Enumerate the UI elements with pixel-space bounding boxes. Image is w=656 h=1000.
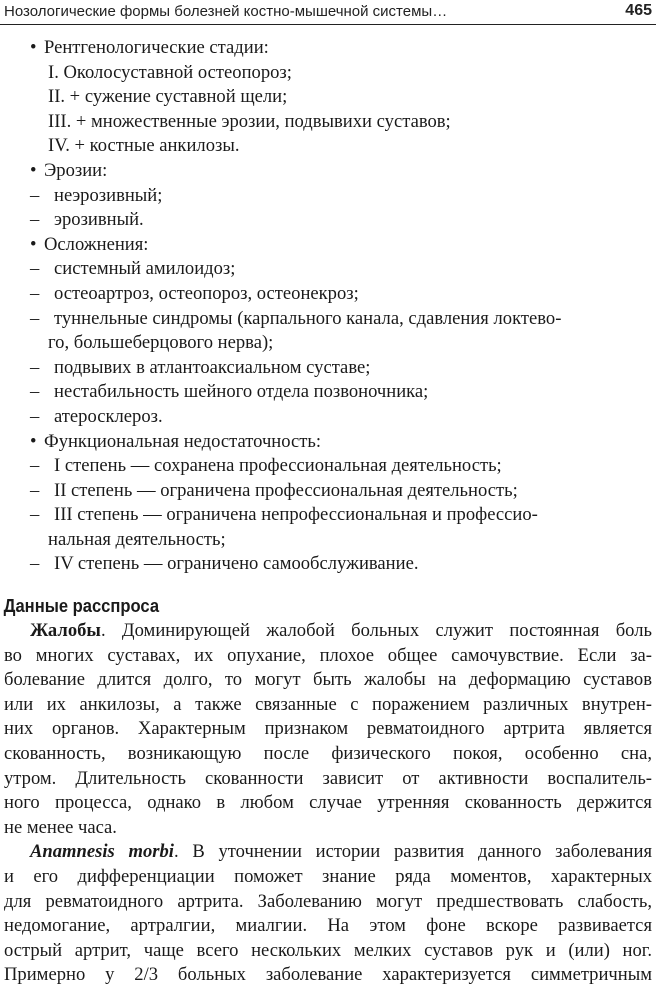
- bullet-icon: •: [30, 233, 37, 255]
- paragraph-line: Жалобы. Доминирующей жалобой больных служит постоянная боль: [30, 620, 652, 642]
- dash-icon: –: [30, 184, 40, 206]
- list-item: – нестабильность шейного отдела позвоночника;: [0, 380, 656, 405]
- paragraph-line: ного процесса, однако в любом случае утренняя скованность держится: [4, 792, 652, 814]
- list-item: II. + сужение суставной щели;: [48, 86, 288, 108]
- list-item: – остеоартроз, остеопороз, остеонекроз;: [0, 282, 656, 307]
- list-item: – подвывих в атлантоаксиальном суставе;: [0, 356, 656, 381]
- list-heading-complications: • Осложнения:: [0, 233, 656, 258]
- spacer: [0, 577, 656, 593]
- dash-icon: –: [30, 307, 40, 329]
- paragraph-lead: Жалобы: [30, 620, 101, 642]
- list-item-continuation: нальная деятельность;: [48, 528, 226, 550]
- paragraph-line: не менее часа.: [4, 816, 117, 838]
- list-heading-xray: • Рентгенологические стадии:: [0, 36, 656, 61]
- paragraph-line: для ревматоидного артрита. Заболеванию могут предшествовать слабость,: [4, 890, 652, 912]
- page-number: 465: [625, 2, 652, 19]
- paragraph-line: или их анкилозы, а также связанные с поражением различных внутрен-: [4, 693, 652, 715]
- list-item: – I степень — сохранена профессиональная деятельность;: [0, 454, 656, 479]
- paragraph-complaints: [0, 619, 656, 840]
- dash-icon: –: [30, 356, 40, 378]
- list-item: – эрозивный.: [0, 208, 656, 233]
- paragraph-line: Примерно у 2/3 больных заболевание характеризуется симметричным: [4, 964, 652, 986]
- paragraph-line: во многих суставах, их опухание, плохое общее самочувствие. Если за-: [4, 644, 652, 666]
- list-item: – III степень — ограничена непрофессиональная и профессио-: [0, 503, 656, 528]
- paragraph-line: недомогание, артралгии, миалгии. На этом фоне вскоре развивается: [4, 915, 652, 937]
- running-header: [0, 0, 656, 25]
- running-header-title: Нозологические формы болезней костно-мышечной системы…: [4, 3, 448, 20]
- bullet-icon: •: [30, 37, 37, 58]
- paragraph-line: и его дифференциации поможет знание ряда моментов, характерных: [4, 866, 652, 887]
- bullet-icon: •: [30, 430, 37, 452]
- paragraph-lead: Anamnesis morbi: [30, 841, 174, 863]
- paragraph-line: них органов. Характерным признаком ревматоидного артрита является: [4, 718, 652, 740]
- list-item: – IV степень — ограничено самообслуживание.: [0, 552, 656, 577]
- list-item: IV. + костные анкилозы.: [48, 135, 240, 157]
- dash-icon: –: [30, 405, 40, 427]
- list-item-continuation: го, большеберцового нерва);: [48, 332, 274, 354]
- page-content: [0, 36, 656, 988]
- dash-icon: –: [30, 282, 40, 304]
- list-item: I. Околосуставной остеопороз;: [48, 61, 292, 83]
- dash-icon: –: [30, 209, 40, 231]
- dash-icon: –: [30, 479, 40, 501]
- list-heading-erosions: • Эрозии:: [0, 159, 656, 184]
- list-item: – неэрозивный;: [0, 184, 656, 209]
- bullet-icon: •: [30, 159, 37, 181]
- paragraph-line: утром. Длительность скованности зависит от активности воспалитель-: [4, 767, 652, 789]
- list-item: – туннельные синдромы (карпального канала, сдавления локтево-: [0, 307, 656, 332]
- paragraph-line: скованность, возникающую после физического покоя, особенно сна,: [4, 743, 652, 765]
- dash-icon: –: [30, 455, 40, 477]
- paragraph-line: болевание длится долго, то могут быть жалобы на деформацию суставов: [4, 669, 652, 691]
- dash-icon: –: [30, 258, 40, 280]
- section-heading: Данные расспроса: [3, 596, 160, 617]
- list-heading-functional: • Функциональная недостаточность:: [0, 430, 656, 455]
- paragraph-line: острый артрит, чаще всего нескольких мелких суставов рук и (или) ног.: [4, 939, 652, 961]
- list-item: – системный амилоидоз;: [0, 257, 656, 282]
- paragraph-anamnesis: [0, 840, 656, 988]
- dash-icon: –: [30, 504, 40, 526]
- list-item: – атеросклероз.: [0, 405, 656, 430]
- dash-icon: –: [30, 381, 40, 403]
- list-item: – II степень — ограничена профессиональная деятельность;: [0, 479, 656, 504]
- dash-icon: –: [30, 553, 40, 575]
- list-item: III. + множественные эрозии, подвывихи суставов;: [48, 110, 451, 132]
- paragraph-line: Anamnesis morbi. В уточнении истории развития данного заболевания: [30, 841, 652, 863]
